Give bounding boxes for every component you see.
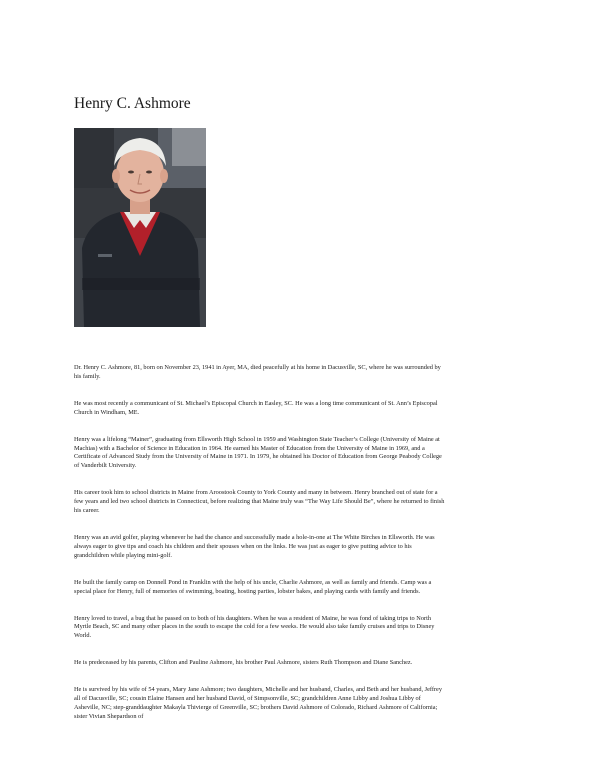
paragraph-golf: Henry was an avid golfer, playing whenever he had the chance and successfully made a hole-in-one at The White Birches in Ellsworth. He was always eager to give tips and coach his children and their spouses when on the links. He was just as eager to give putting advice to his grandchildren while playing mini-golf.: [74, 533, 435, 559]
paragraph-survived: He is survived by his wife of 54 years, Mary Jane Ashmore; two daughters, Michelle and her husband, Charles, and Beth and her husband, Jeffrey all of Dacusville, SC; cousin Elaine Hansen and her husband David, of Simpsonville, SC; grandchildren Anne Libby and Joshua Libby of Asheville, NC; step-granddaughter Makayla Thivierge of Greenville, SC; brothers David Ashmore of Colorado, Richard Ashmore of California; sister Vivian Shepardson of: [74, 686, 442, 720]
paragraph-travel: Henry loved to travel, a bug that he passed on to both of his daughters. When he was a resident of Maine, he was fond of taking trips to North Myrtle Beach, SC and many other places in the south to escape the cold for a few weeks. He would also take family cruises and trips to Disney World.: [74, 614, 435, 640]
paragraph-church: He was most recently a communicant of St. Michael’s Episcopal Church in Easley, SC. He was a long time communicant of St. Ann’s Episcopal Church in Windham, ME.: [74, 399, 438, 416]
paragraph-education: Henry was a lifelong “Mainer”, graduating from Ellsworth High School in 1959 and Washington State Teacher’s College (University of Maine at Machias) with a Bachelor of Science in Education in 1964. He earned his Master of Education from the University of Maine in 1969, and a Certificate of Advanced Study from the University of Maine in 1971. In 1979, he obtained his Doctor of Education from George Peabody College of Vanderbilt University.: [74, 435, 442, 470]
paragraph-career: His career took him to school districts in Maine from Aroostook County to York County and many in between. Henry branched out of state for a few years and led two school districts in Connecticut, before realizing that Maine truly was “The Way Life Should Be”, where he returned to finish his career.: [74, 489, 445, 515]
paragraph-birth-death: Dr. Henry C. Ashmore, 81, born on November 23, 1941 in Ayer, MA, died peacefully at his home in Dacusville, SC, where he was surrounded by his family.: [74, 364, 441, 380]
obituary-text: [74, 364, 446, 740]
portrait-photo: [74, 128, 206, 327]
paragraph-camp: He built the family camp on Donnell Pond in Franklin with the help of his uncle, Charlie Ashmore, as well as family and friends. Camp was a special place for Henry, full of memories of swimming, boating, hosting parties, lobster bakes, and playing cards with family and friends.: [74, 578, 432, 595]
paragraph-predeceased: He is predeceased by his parents, Clifton and Pauline Ashmore, his brother Paul Ashmore, sisters Ruth Thompson and Diane Sanchez.: [74, 659, 413, 667]
page-title: Henry C. Ashmore: [74, 95, 191, 112]
